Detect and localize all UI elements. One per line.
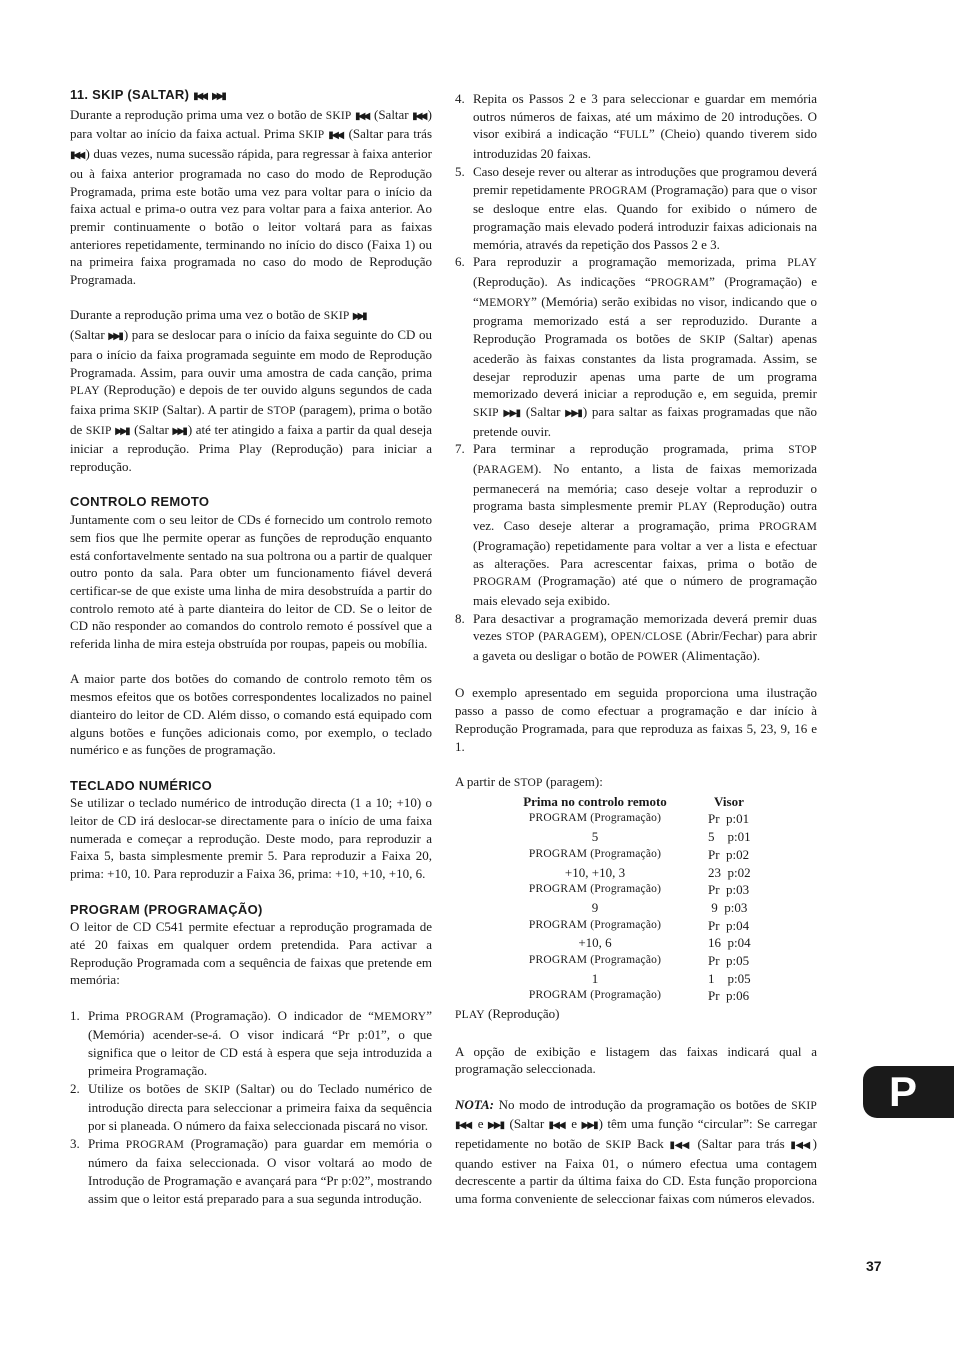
table-cell-remote: 9 xyxy=(591,899,599,915)
table-row xyxy=(482,810,751,828)
table-cell-display: Pr p:02 xyxy=(708,846,750,862)
table-row xyxy=(482,881,751,899)
table-cell-display: Pr p:06 xyxy=(708,988,750,1004)
table-row xyxy=(482,987,751,1005)
list-item: 5. Caso deseje rever ou alterar as introduções que programou deverá premir repetidamente PROGRAM (Programação) para que o visor se desloque entre elas. Quando for exibido o número de programação mais elevado poderá introduzir faixas adicionais na memória, através da repetição dos Passos 2 e 3. xyxy=(455,163,817,252)
table-cell-remote: PROGRAM (Programação) xyxy=(528,847,662,860)
table-cell-display: Pr p:03 xyxy=(708,882,750,898)
program-steps-left xyxy=(70,1007,432,1208)
table-row xyxy=(482,899,751,917)
table-cell-display: Pr p:04 xyxy=(708,917,750,933)
note-paragraph: NOTA: No modo de introdução da programação os botões de SKIP ▮◀◀ e ▶▶▮ (Saltar ▮◀◀ e ▶▶▮ ) têm uma função “circular”: Se carregar repetidamente no botão de SKIP Back ▮◀◀ (Saltar para trás ▮◀◀ ) quando estiver na Faixa 01, o número efectua uma contagem decrescente a partir da última faixa do CD. Esta função proporciona uma forma conveniente de seleccionar faixas com números elevados. xyxy=(455,1096,818,1207)
table-header-remote: Prima no controlo remoto xyxy=(523,793,667,809)
skip-back-icon: ▮◀◀ xyxy=(669,1140,689,1152)
program-steps-right xyxy=(455,90,817,667)
table-cell-remote: PROGRAM (Programação) xyxy=(528,812,662,825)
remote-heading: CONTROLO REMOTO xyxy=(70,494,210,510)
list-item: 2. Utilize os botões de SKIP (Saltar) ou do Teclado numérico de introdução directa para seleccionar a primeira faixa da sequência por si planeada. O número da faixa seleccionada piscará no visor. xyxy=(70,1080,432,1133)
remote-paragraph-1: Juntamente com o seu leitor de CDs é fornecido um controlo remoto sem fios que lhe permite operar as funções de reprodução enquanto está confortavelmente sentado na sua poltrona ou a partir de qualquer outro ponto da sala. Para obter um funcionamento fiável deverá certificar-se de que existe uma linha de mira desobstruída a partir do controlo remoto até à parte dianteira do leitor de CD. Se o leitor de CD não responder ao comandos do controlo remoto é possível que a referida linha de mira esteja obstruída por roupas, papeis ou mobília. xyxy=(70,512,432,652)
from-stop-line: A partir de STOP (paragem): xyxy=(455,773,603,789)
skip-back-icon: ▮◀◀ xyxy=(70,150,83,162)
page-number: 37 xyxy=(866,1258,882,1274)
table-row xyxy=(482,952,751,970)
table-row xyxy=(482,934,751,952)
skip-back-icon: ▮◀◀ xyxy=(455,1120,471,1132)
skip-back-icon: ▮◀◀ xyxy=(412,110,425,122)
table-header-row xyxy=(482,793,751,811)
table-cell-remote: PROGRAM (Programação) xyxy=(528,954,662,967)
table-row xyxy=(482,864,751,882)
display-paragraph: A opção de exibição e listagem das faixas indicará qual a programação seleccionada. xyxy=(455,1043,817,1077)
skip-section xyxy=(70,86,432,476)
list-item: 4. Repita os Passos 2 e 3 para seleccionar e guardar em memória outros números de faixas, até um máximo de 20 introduções. O visor exibirá a indicação “FULL” (Cheio) quando tiverem sido introduzidas 20 faixas. xyxy=(455,91,817,162)
program-heading: PROGRAM (PROGRAMAÇÃO) xyxy=(70,901,263,917)
table-row xyxy=(482,846,751,864)
skip-forward-icon: ▶▶▮ xyxy=(565,407,580,419)
program-section xyxy=(70,901,432,1208)
list-item: 8. Para desactivar a programação memorizada deverá premir duas vezes STOP (PARAGEM), OPEN/CLOSE (Abrir/Fechar) para abrir a gaveta ou desligar o botão de POWER (Alimentação). xyxy=(455,610,817,664)
table-row xyxy=(482,828,751,846)
table-cell-display: 16 p:04 xyxy=(708,935,751,951)
table-header-display: Visor xyxy=(714,793,744,809)
remote-paragraph-2: A maior parte dos botões do comando de controlo remoto têm os mesmos efeitos que os botões correspondentes localizados no painel dianteiro do leitor de CD. Além disso, o comando está equipado com alguns botões e funções adicionais como, por exemplo, o teclado numérico e as funções de programação. xyxy=(70,671,432,758)
table-cell-remote: PROGRAM (Programação) xyxy=(528,883,662,896)
list-item: 1. Prima PROGRAM (Programação). O indicador de “MEMORY” (Memória) acender-se-á. O visor indicará “Pr p:01”, o que significa que o leitor de CD está à espera que seja introduzida a primeira Programação. xyxy=(70,1007,432,1078)
table-cell-remote: 5 xyxy=(591,829,599,845)
language-tab: P xyxy=(863,1066,954,1118)
list-item: 6. Para reproduzir a programação memorizada, prima PLAY (Reprodução). As indicações “PROGRAM” (Programação) e “MEMORY” (Memória) serão exibidas no visor, indicando que o programa memorizado está a ser reproduzido. Durante a Reprodução Programada os botões de SKIP (Saltar) apenas acederão às faixas constantes da lista programada. Assim, se desejar reproduzir apenas uma parte de um programa memorizado deverá iniciar a reprodução e, em seguida, premir SKIP ▶▶▮ (Saltar ▶▶▮ ) para saltar as faixas programadas que não pretende ouvir. xyxy=(455,254,818,439)
skip-back-icon: ▮◀◀ xyxy=(790,1140,810,1152)
table-cell-remote: 1 xyxy=(591,970,599,986)
skip-forward-icon: ▶▶▮ xyxy=(108,331,121,343)
example-paragraph: O exemplo apresentado em seguida proporciona uma ilustração passo a passo de como efectuar a programação e dar início à Reprodução Programada, para que reproduza as faixas 5, 23, 9, 16 e 1. xyxy=(455,685,817,754)
table-cell-remote: PROGRAM (Programação) xyxy=(528,918,662,931)
skip-back-icon: ▮◀◀ xyxy=(354,110,368,122)
list-item: 3. Prima PROGRAM (Programação) para guardar em memória o número da faixa seleccionada. O visor voltará ao modo de Introdução de Programação e avançará para “Pr p:02”, mostrando assim que o leitor está preparado para a sua segunda introdução. xyxy=(70,1135,432,1206)
skip-forward-icon: ▶▶▮ xyxy=(503,407,519,419)
skip-forward-icon: ▶▶▮ xyxy=(115,425,128,437)
table-cell-display: Pr p:05 xyxy=(708,953,750,969)
program-example-table xyxy=(482,793,751,1005)
keypad-paragraph: Se utilizar o teclado numérico de introdução directa (1 a 10; +10) o leitor de CD irá deslocar-se directamente para o início de uma faixa numerada e começar a reprodução. Deste modo, para reproduzir a Faixa 5, basta simplesmente premir 5. Para reproduzir a Faixa 20, prima: +10, 10. Para reproduzir a Faixa 36, prima: +10, +10, +10, 6. xyxy=(70,795,432,882)
skip-forward-icon: ▶▶▮ xyxy=(211,91,224,102)
left-column xyxy=(70,86,432,1208)
program-table-body xyxy=(482,810,751,1005)
skip-forward-icon: ▶▶▮ xyxy=(581,1120,596,1132)
right-column xyxy=(455,90,817,1208)
skip-forward-icon: ▶▶▮ xyxy=(487,1120,503,1132)
note-label: NOTA: xyxy=(455,1096,494,1112)
play-line: PLAY (Reprodução) xyxy=(455,1006,560,1022)
keypad-heading: TECLADO NUMÉRICO xyxy=(70,777,213,793)
table-cell-remote: +10, +10, 3 xyxy=(564,864,626,880)
table-cell-remote: +10, 6 xyxy=(578,935,612,951)
table-row xyxy=(482,970,751,988)
keypad-section xyxy=(70,777,432,883)
remote-section xyxy=(70,493,432,759)
skip-forward-icon: ▶▶▮ xyxy=(352,311,365,323)
skip-heading: 11. SKIP (SALTAR) ▮◀◀ ▶▶▮ xyxy=(70,86,432,106)
table-cell-display: 5 p:01 xyxy=(708,829,751,845)
table-cell-display: 9 p:03 xyxy=(708,899,748,915)
skip-forward-icon: ▶▶▮ xyxy=(172,425,185,437)
table-cell-remote: PROGRAM (Programação) xyxy=(528,989,662,1002)
list-item: 7. Para terminar a reprodução programada, prima STOP (PARAGEM). No entanto, a lista de faixas memorizada permanecerá na memória; caso deseje voltar a reproduzir o programa basta simplesmente premir PLAY (Reprodução) outra vez. Caso deseje alterar a programação, prima PROGRAM (Programação) repetidamente para voltar a ver a lista e efectuar as alterações. Para acrescentar faixas, prima o botão de PROGRAM (Programação) até que o número de programação mais elevado seja exibido. xyxy=(455,441,817,608)
skip-back-icon: ▮◀◀ xyxy=(328,130,342,142)
table-cell-display: 1 p:05 xyxy=(708,970,751,986)
table-cell-display: 23 p:02 xyxy=(708,864,751,880)
skip-back-icon: ▮◀◀ xyxy=(193,91,206,102)
skip-paragraph-1: Durante a reprodução prima uma vez o botão de SKIP ▮◀◀ (Saltar ▮◀◀ ) para voltar ao início da faixa actual. Prima SKIP ▮◀◀ (Saltar para trás ▮◀◀ ) duas vezes, numa sucessão rápida, para regressar à faixa anterior ou à faixa anterior programada no caso do modo de Reprodução Programada, prima este botão uma vez para voltar para o início da faixa actual e prima-o outra vez para voltar para a faixa anterior. Ao premir continuamente o botão o leitor voltará para as faixas anteriores repetidamente, terminando no início do disco (Faixa 1) ou na primeira faixa programada no caso do modo de Reprodução Programada. xyxy=(70,106,433,288)
table-row xyxy=(482,917,751,935)
skip-back-icon: ▮◀◀ xyxy=(548,1120,564,1132)
skip-paragraph-2: Durante a reprodução prima uma vez o botão de SKIP ▶▶▮ (Saltar ▶▶▮ ) para se deslocar para o início da faixa seguinte do CD ou para o início da faixa programada seguinte em modo de Reprodução Programada. Assim, para ouvir uma amostra de cada canção, prima PLAY (Reprodução) e depois de ter ouvido alguns segundos de cada faixa prima SKIP (Saltar). A partir de STOP (paragem), prima o botão de SKIP ▶▶▮ (Saltar ▶▶▮ ) até ter atingido a faixa a partir da qual deseja iniciar a reprodução. Prima Play (Reprodução) para iniciar a reprodução. xyxy=(70,307,433,475)
program-paragraph: O leitor de CD C541 permite efectuar a reprodução programada de até 20 faixas em qualquer ordem pretendida. Para activar a Reprodução Programada com a sequência de faixas que pretende em memória: xyxy=(70,919,432,988)
table-cell-display: Pr p:01 xyxy=(708,811,750,827)
